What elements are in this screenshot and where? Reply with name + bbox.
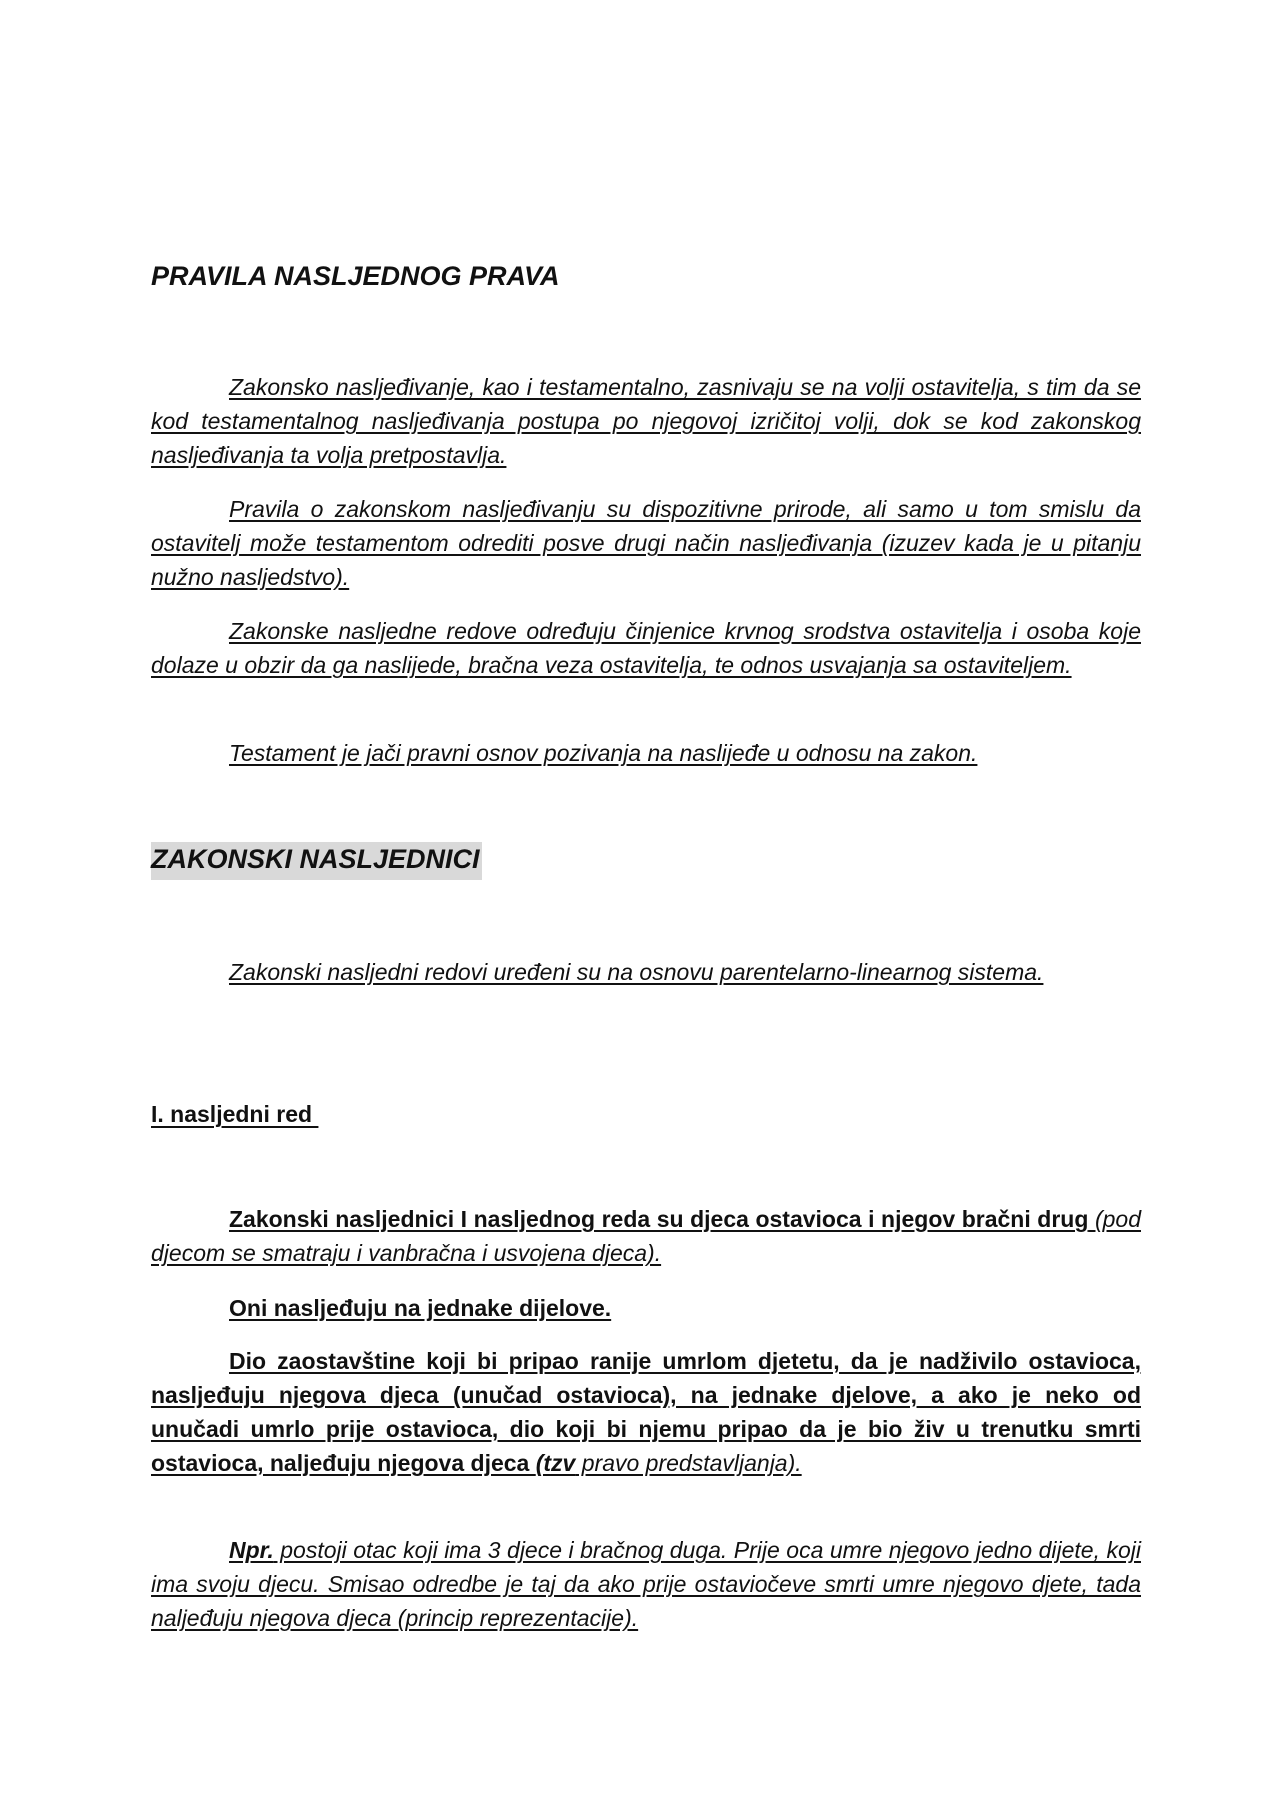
- paragraph-testament: [151, 736, 1141, 770]
- paragraph-dispositive-rules: [151, 492, 1141, 594]
- paragraph-equal-shares: [151, 1291, 1141, 1325]
- paragraph-bold-text: Zakonski nasljednici I nasljednog reda su djeca ostavioca i njegov bračni drug: [229, 1206, 1089, 1232]
- paragraph-text: Pravila o zakonskom nasljeđivanju su dispozitivne prirode, ali samo u tom smislu da ostavitelj može testamentom odrediti posve drugi način nasljeđivanja (izuzev kada je u pitanju nužno nasljedstvo).: [151, 496, 1141, 590]
- paragraph-italic-text: postoji otac koji ima 3 djece i bračnog duga. Prije oca umre njegovo jedno dijete, koji ima svoju djecu. Smisao odredbe je taj da ako prije ostaviočeve smrti umre njegovo djete, tada nalјeđuju njegova djeca (princip reprezentacije).: [151, 1537, 1141, 1631]
- paragraph-example: [151, 1533, 1141, 1635]
- paragraph-bold-text: Dio zaostavštine koji bi pripao ranije umrlom djetetu, da je nadživilo ostavioca, nasljeđuju njegova djeca (unučad ostavioca), na jednake djelove, a ako je neko od unučadi umrlo prije ostavioca, dio koji bi njemu pripao da je bio živ u trenutku smrti ostavioca, nalјeđuju njegova djeca: [151, 1348, 1141, 1476]
- paragraph-succession-orders: [151, 614, 1141, 682]
- paragraph-bold-italic-text: (tzv: [535, 1450, 576, 1476]
- paragraph-representation: [151, 1344, 1141, 1480]
- paragraph-text: Zakonsko nasljeđivanje, kao i testamentalno, zasnivaju se na volji ostavitelja, s tim da se kod testamentalnog nasljeđivanja postupa po njegovoj izričitoj volji, dok se kod zakonskog nasljeđivanja ta volja pretpostavlja.: [151, 374, 1141, 468]
- paragraph-first-order-heirs: [151, 1202, 1141, 1270]
- paragraph-text: Testament je jači pravni osnov pozivanja na naslijeđe u odnosu na zakon.: [229, 740, 978, 766]
- paragraph-italic-text: (pod djecom se smatraju i vanbračna i usvojena djeca).: [151, 1206, 1141, 1266]
- paragraph-text: Zakonski nasljedni redovi uređeni su na osnovu parentelarno-linearnog sistema.: [229, 959, 1044, 985]
- paragraph-parentelar-system: [151, 955, 1141, 989]
- paragraph-text: Zakonske nasljedne redove određuju činjenice krvnog srodstva ostavitelja i osoba koje dolaze u obzir da ga naslijede, bračna veza ostavitelja, te odnos usvajanja sa ostaviteljem.: [151, 618, 1141, 678]
- paragraph-bold-italic-text: Npr.: [229, 1537, 274, 1563]
- subsection-heading: I. nasljedni red: [151, 1101, 319, 1127]
- page-title: PRAVILA NASLJEDNOG PRAVA: [151, 261, 560, 291]
- paragraph-text: Oni nasljeđuju na jednake dijelove.: [229, 1295, 612, 1321]
- paragraph-italic-text: pravo predstavljanja).: [575, 1450, 802, 1476]
- section-title: ZAKONSKI NASLJEDNICI: [151, 842, 482, 880]
- paragraph-legal-succession: [151, 370, 1141, 472]
